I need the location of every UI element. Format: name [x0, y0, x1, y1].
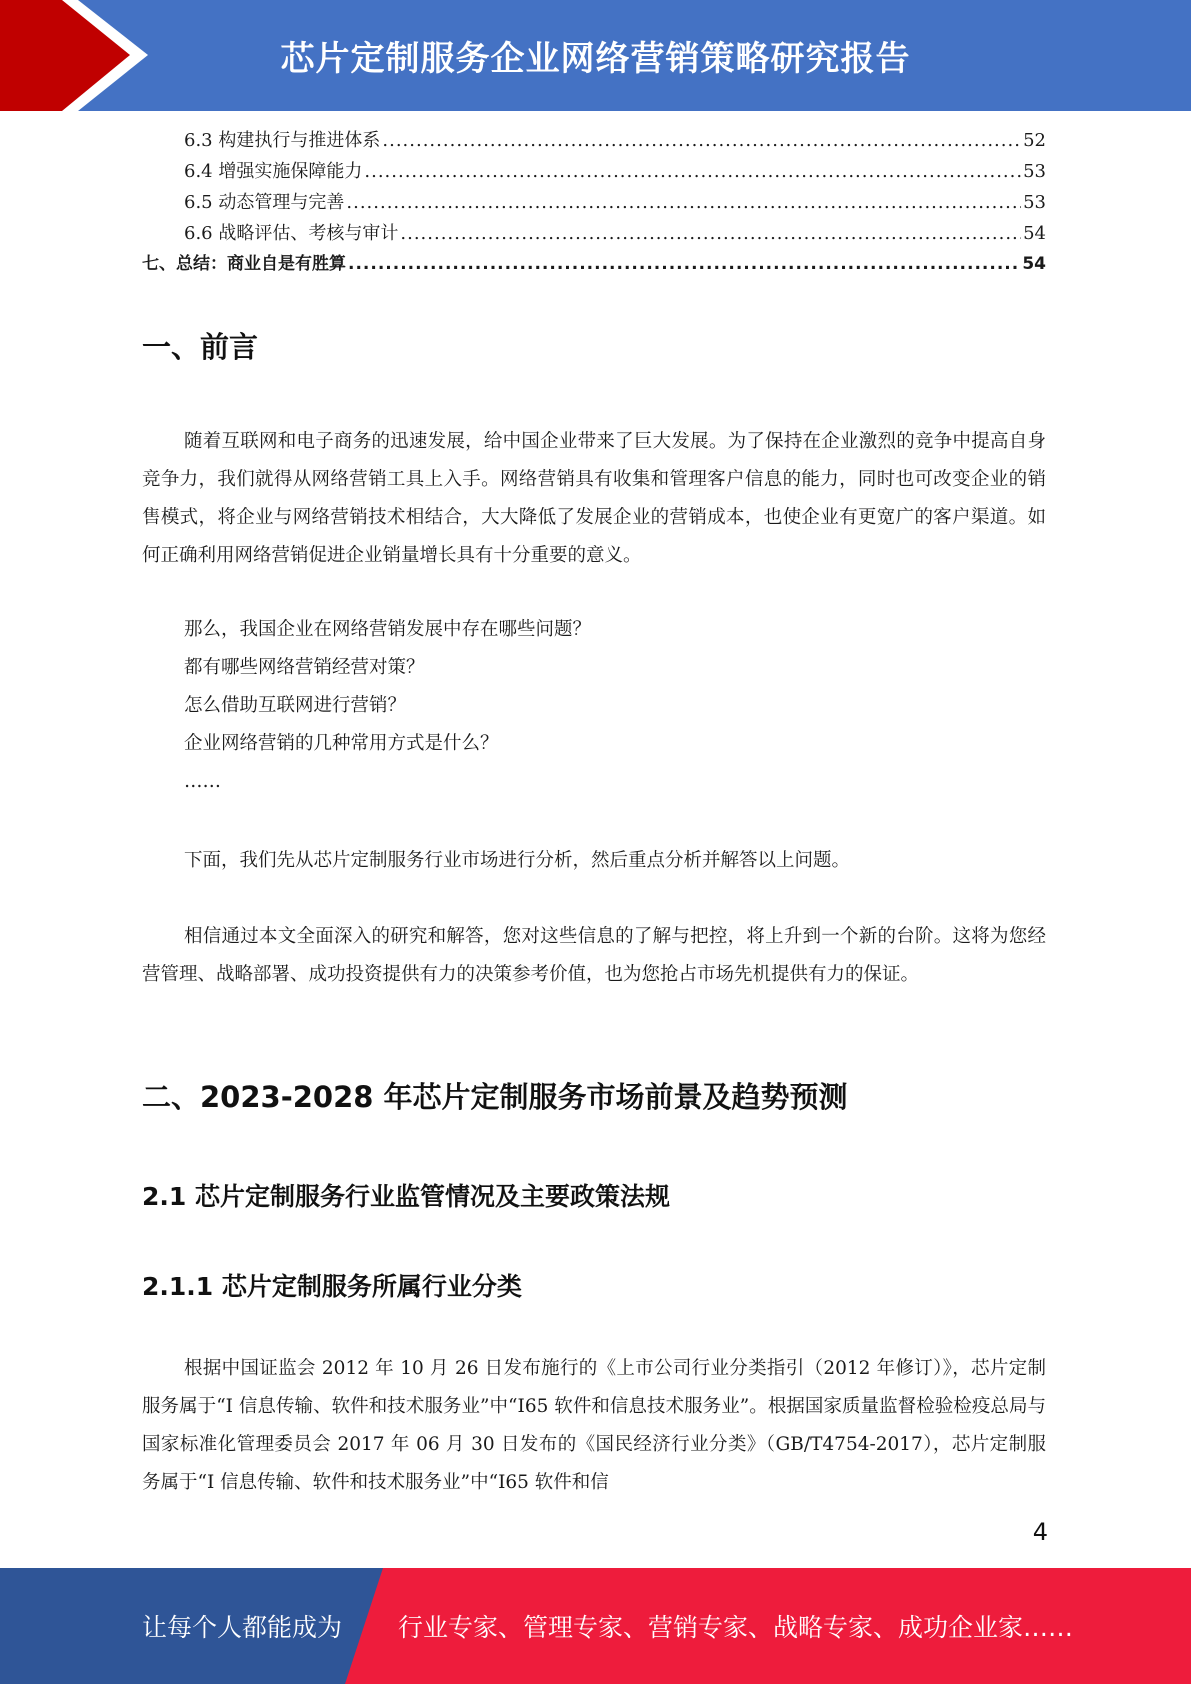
toc-entry[interactable]	[142, 156, 1046, 187]
toc-entry[interactable]	[142, 218, 1046, 249]
page-header	[0, 0, 1191, 111]
section-heading: 一、前言	[142, 330, 259, 364]
subsection-heading: 2.1.1 芯片定制服务所属行业分类	[142, 1272, 522, 1301]
toc-label: 增强实施保障能力	[218, 161, 363, 182]
page-number: 4	[1032, 1518, 1048, 1546]
toc-label: 动态管理与完善	[218, 192, 345, 213]
toc-label: 七、总结：商业自是有胜算	[142, 254, 346, 274]
toc-page: 53	[1023, 192, 1046, 213]
intro-paragraph: 随着互联网和电子商务的迅速发展，给中国企业带来了巨大发展。为了保持在企业激烈的竞争中提高自身竞争力，我们就得从网络营销工具上入手。网络营销具有收集和管理客户信息的能力，同时也可改变企业的销售模式，将企业与网络营销技术相结合，大大降低了发展企业的营销成本，也使企业有更宽广的客户渠道。如何正确利用网络营销促进企业销量增长具有十分重要的意义。	[142, 431, 1046, 566]
toc-entry-chapter[interactable]	[142, 249, 1046, 280]
toc-page: 54	[1023, 223, 1046, 244]
toc-leader	[364, 156, 1021, 187]
list-item: 那么，我国企业在网络营销发展中存在哪些问题？	[184, 619, 592, 640]
toc-label: 构建执行与推进体系	[218, 130, 381, 151]
footer-slogan-left: 让每个人都能成为	[142, 1613, 343, 1642]
body-paragraph: 相信通过本文全面深入的研究和解答，您对这些信息的了解与把控，将上升到一个新的台阶。这将为您经营管理、战略部署、成功投资提供有力的决策参考价值，也为您抢占市场先机提供有力的保证。	[142, 926, 1046, 985]
subsection-heading: 2.1 芯片定制服务行业监管情况及主要政策法规	[142, 1182, 670, 1211]
toc-entry[interactable]	[142, 125, 1046, 156]
question-list	[142, 611, 1088, 801]
toc-number: 6.4	[184, 161, 213, 182]
body-paragraph: 下面，我们先从芯片定制服务行业市场进行分析，然后重点分析并解答以上问题。	[184, 850, 851, 871]
toc-entry[interactable]	[142, 187, 1046, 218]
body-paragraph: 根据中国证监会 2012 年 10 月 26 日发布施行的《上市公司行业分类指引（2012 年修订）》，芯片定制服务属于“I 信息传输、软件和技术服务业”中“I65 软件和信息技术服务业”。根据国家质量监督检验检疫总局与国家标准化管理委员会 2017 年 06 月 30 日发布的《国民经济行业分类》（GB/T4754-2017），芯片定制服务属于“I 信息传输、软件和技术服务业”中“I65 软件和信	[142, 1358, 1046, 1493]
toc-label: 战略评估、考核与审计	[218, 223, 399, 244]
toc-leader	[348, 249, 1020, 280]
toc-leader	[400, 218, 1021, 249]
page-content	[142, 125, 1046, 1493]
footer-slogan-right: 行业专家、管理专家、营销专家、战略专家、成功企业家……	[398, 1613, 1074, 1642]
table-of-contents	[142, 125, 1046, 280]
page-footer	[0, 1568, 1191, 1684]
list-item: 企业网络营销的几种常用方式是什么？	[184, 733, 499, 754]
list-item: 怎么借助互联网进行营销？	[184, 695, 407, 716]
toc-leader	[346, 187, 1021, 218]
toc-page: 53	[1023, 161, 1046, 182]
report-title: 芯片定制服务企业网络营销策略研究报告	[280, 39, 911, 79]
list-item: ……	[184, 771, 221, 792]
list-item: 都有哪些网络营销经营对策？	[184, 657, 425, 678]
toc-page: 52	[1023, 130, 1046, 151]
toc-number: 6.3	[184, 130, 213, 151]
toc-page: 54	[1022, 254, 1046, 274]
section-heading: 二、2023-2028 年芯片定制服务市场前景及趋势预测	[142, 1080, 848, 1114]
toc-leader	[382, 125, 1021, 156]
toc-number: 6.5	[184, 192, 213, 213]
toc-number: 6.6	[184, 223, 213, 244]
